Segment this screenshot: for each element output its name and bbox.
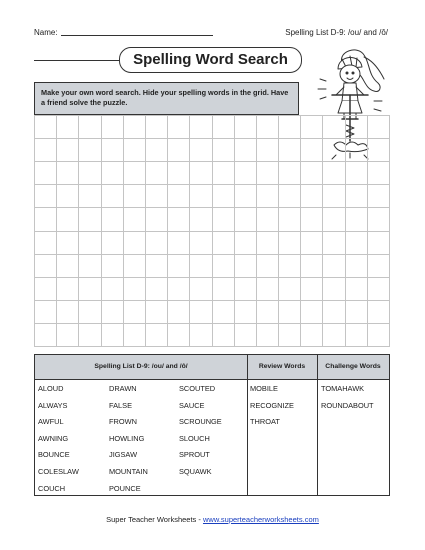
grid-cell <box>278 323 300 346</box>
grid-cell <box>123 115 145 138</box>
grid-cell <box>212 161 234 184</box>
grid-cell <box>189 323 211 346</box>
grid-cell <box>345 161 367 184</box>
word-item: ALOUD <box>38 384 64 393</box>
grid-cell <box>300 277 322 300</box>
grid-cell <box>234 254 256 277</box>
grid-cell <box>123 184 145 207</box>
spelling-words-column-1 <box>38 381 79 497</box>
grid-cell <box>167 207 189 230</box>
grid-cell <box>78 323 100 346</box>
grid-cell <box>101 184 123 207</box>
word-item: SCOUTED <box>179 384 216 393</box>
grid-cell <box>145 300 167 323</box>
review-words-header: Review Words <box>258 362 306 370</box>
grid-cell <box>300 138 322 161</box>
word-list-table <box>34 354 390 496</box>
grid-cell <box>256 300 278 323</box>
grid-cell <box>34 138 56 161</box>
word-item: SAUCE <box>179 400 205 410</box>
grid-cell <box>256 138 278 161</box>
grid-cell <box>234 207 256 230</box>
grid-cell <box>367 161 389 184</box>
grid-cell <box>101 277 123 300</box>
grid-cell <box>345 115 367 138</box>
grid-cell <box>256 207 278 230</box>
grid-cell <box>300 300 322 323</box>
spelling-list-header: Spelling List D-9: /ou/ and /ô/ <box>94 362 188 370</box>
grid-cell <box>78 277 100 300</box>
word-item: MOBILE <box>250 384 278 393</box>
grid-cell <box>367 184 389 207</box>
grid-cell <box>123 300 145 323</box>
grid-cell <box>322 254 344 277</box>
grid-cell <box>56 254 78 277</box>
grid-cell <box>234 138 256 161</box>
grid-cell <box>101 207 123 230</box>
instructions-box: Make your own word search. Hide your spelling words in the grid. Have a friend solve the puzzle. <box>34 82 299 115</box>
grid-cell <box>278 184 300 207</box>
grid-cell <box>189 138 211 161</box>
footer-link[interactable]: www.superteacherworksheets.com <box>202 515 319 524</box>
word-item: SPROUT <box>179 450 210 460</box>
grid-cell <box>145 184 167 207</box>
grid-cell <box>212 184 234 207</box>
grid-cell <box>145 161 167 184</box>
grid-cell <box>212 300 234 323</box>
grid-cell <box>212 254 234 277</box>
grid-cell <box>367 254 389 277</box>
grid-cell <box>145 138 167 161</box>
grid-cell <box>78 161 100 184</box>
spelling-words-column-2 <box>109 381 148 497</box>
grid-cell <box>78 207 100 230</box>
grid-cell <box>300 207 322 230</box>
grid-cell <box>34 254 56 277</box>
grid-cell <box>123 207 145 230</box>
grid-cell <box>345 184 367 207</box>
table-header-row <box>35 355 389 380</box>
grid-cell <box>167 277 189 300</box>
word-item: ROUNDABOUT <box>321 400 374 410</box>
grid-cell <box>300 161 322 184</box>
grid-cell <box>145 277 167 300</box>
grid-cell <box>101 300 123 323</box>
word-item: DRAWN <box>109 384 137 393</box>
grid-cell <box>101 138 123 161</box>
word-item: POUNCE <box>109 483 141 493</box>
spelling-list-label: Spelling List D-9: /ou/ and /ô/ <box>285 28 388 37</box>
challenge-words-column <box>321 381 374 414</box>
grid-cell <box>322 138 344 161</box>
word-item: AWNING <box>38 433 69 443</box>
name-label: Name: <box>34 28 58 37</box>
grid-cell <box>345 254 367 277</box>
grid-cell <box>322 300 344 323</box>
footer <box>0 515 425 524</box>
grid-cell <box>145 231 167 254</box>
grid-cell <box>212 231 234 254</box>
grid-cell <box>56 323 78 346</box>
grid-cell <box>322 161 344 184</box>
grid-cell <box>234 300 256 323</box>
grid-cell <box>300 231 322 254</box>
grid-cell <box>189 161 211 184</box>
footer-text: Super Teacher Worksheets - <box>106 515 203 524</box>
grid-cell <box>278 231 300 254</box>
grid-cell <box>322 184 344 207</box>
grid-cell <box>189 300 211 323</box>
grid-cell <box>189 184 211 207</box>
grid-cell <box>56 161 78 184</box>
grid-cell <box>78 254 100 277</box>
grid-cell <box>123 231 145 254</box>
grid-cell <box>101 323 123 346</box>
grid-cell <box>167 184 189 207</box>
grid-cell <box>167 161 189 184</box>
grid-cell <box>300 254 322 277</box>
grid-cell <box>78 300 100 323</box>
grid-cell <box>278 207 300 230</box>
column-divider <box>317 355 318 495</box>
challenge-words-header: Challenge Words <box>325 362 381 370</box>
name-line <box>61 35 213 36</box>
grid-cell <box>212 277 234 300</box>
grid-cell <box>145 207 167 230</box>
column-divider <box>247 355 248 495</box>
grid-cell <box>367 207 389 230</box>
grid-cell <box>278 300 300 323</box>
grid-cell <box>189 207 211 230</box>
word-item: COLESLAW <box>38 466 79 476</box>
word-item: FROWN <box>109 417 137 427</box>
name-field <box>34 28 213 37</box>
grid-cell <box>345 300 367 323</box>
grid-cell <box>56 300 78 323</box>
grid-cell <box>34 277 56 300</box>
grid-cell <box>256 277 278 300</box>
grid-cell <box>101 161 123 184</box>
grid-cell <box>56 184 78 207</box>
grid-cell <box>367 277 389 300</box>
grid-cell <box>367 138 389 161</box>
word-item: SLOUCH <box>179 433 210 443</box>
word-item: AWFUL <box>38 417 64 427</box>
word-item: FALSE <box>109 400 133 410</box>
grid-cell <box>345 277 367 300</box>
grid-cell <box>167 115 189 138</box>
grid-cell <box>278 161 300 184</box>
grid-cell <box>345 138 367 161</box>
grid-cell <box>34 231 56 254</box>
grid-cell <box>278 254 300 277</box>
grid-cell <box>123 161 145 184</box>
grid-cell <box>78 115 100 138</box>
grid-cell <box>101 115 123 138</box>
grid-cell <box>278 277 300 300</box>
grid-cell <box>345 323 367 346</box>
grid-cell <box>256 323 278 346</box>
grid-cell <box>167 300 189 323</box>
word-item: MOUNTAIN <box>109 466 148 476</box>
grid-cell <box>367 115 389 138</box>
grid-cell <box>322 323 344 346</box>
spelling-words-column-3 <box>179 381 222 481</box>
grid-cell <box>234 161 256 184</box>
grid-cell <box>322 207 344 230</box>
grid-cell <box>167 254 189 277</box>
word-item: COUCH <box>38 483 66 493</box>
word-item: JIGSAW <box>109 450 138 460</box>
grid-cell <box>256 254 278 277</box>
grid-cell <box>212 323 234 346</box>
grid-cell <box>56 138 78 161</box>
grid-cell <box>78 231 100 254</box>
grid-cell <box>256 161 278 184</box>
word-item: BOUNCE <box>38 450 70 460</box>
grid-cell <box>56 115 78 138</box>
grid-cell <box>234 277 256 300</box>
grid-cell <box>34 184 56 207</box>
grid-cell <box>322 277 344 300</box>
grid-cell <box>123 254 145 277</box>
word-item: TOMAHAWK <box>321 384 365 393</box>
grid-cell <box>234 184 256 207</box>
grid-cell <box>322 115 344 138</box>
grid-cell <box>189 254 211 277</box>
grid-cell <box>234 115 256 138</box>
grid-cell <box>189 277 211 300</box>
grid-cell <box>78 184 100 207</box>
grid-cell <box>56 277 78 300</box>
grid-cell <box>189 115 211 138</box>
page-title: Spelling Word Search <box>119 47 302 73</box>
grid-cell <box>367 231 389 254</box>
word-item: RECOGNIZE <box>250 400 294 410</box>
word-item: SQUAWK <box>179 466 212 476</box>
grid-cell <box>345 207 367 230</box>
grid-cell <box>345 231 367 254</box>
word-item: ALWAYS <box>38 400 68 410</box>
grid-cell <box>212 115 234 138</box>
grid-cell <box>278 115 300 138</box>
grid-cell <box>167 231 189 254</box>
grid-cell <box>145 323 167 346</box>
grid-cell <box>300 323 322 346</box>
grid-cell <box>212 207 234 230</box>
word-item: THROAT <box>250 417 280 427</box>
grid-cell <box>123 138 145 161</box>
grid-cell <box>300 115 322 138</box>
grid-cell <box>34 207 56 230</box>
grid-cell <box>234 231 256 254</box>
grid-cell <box>256 231 278 254</box>
grid-cell <box>101 254 123 277</box>
word-item: SCROUNGE <box>179 417 222 427</box>
grid-cell <box>56 231 78 254</box>
grid-cell <box>256 184 278 207</box>
grid-cell <box>256 115 278 138</box>
grid-cell <box>123 277 145 300</box>
grid-cell <box>322 231 344 254</box>
grid-cell <box>367 323 389 346</box>
grid-cell <box>34 323 56 346</box>
grid-cell <box>234 323 256 346</box>
grid-cell <box>167 138 189 161</box>
grid-cell <box>278 138 300 161</box>
word-item: HOWLING <box>109 433 145 443</box>
grid-cell <box>189 231 211 254</box>
grid-cell <box>167 323 189 346</box>
grid-cell <box>145 115 167 138</box>
grid-cell <box>367 300 389 323</box>
grid-cell <box>101 231 123 254</box>
grid-cell <box>123 323 145 346</box>
grid-cell <box>212 138 234 161</box>
grid-cell <box>34 161 56 184</box>
grid-cell <box>300 184 322 207</box>
grid-cell <box>78 138 100 161</box>
grid-cell <box>56 207 78 230</box>
grid-cell <box>34 115 56 138</box>
review-words-column <box>250 381 294 431</box>
grid-cell <box>145 254 167 277</box>
grid-cell <box>34 300 56 323</box>
word-search-grid <box>34 115 390 347</box>
